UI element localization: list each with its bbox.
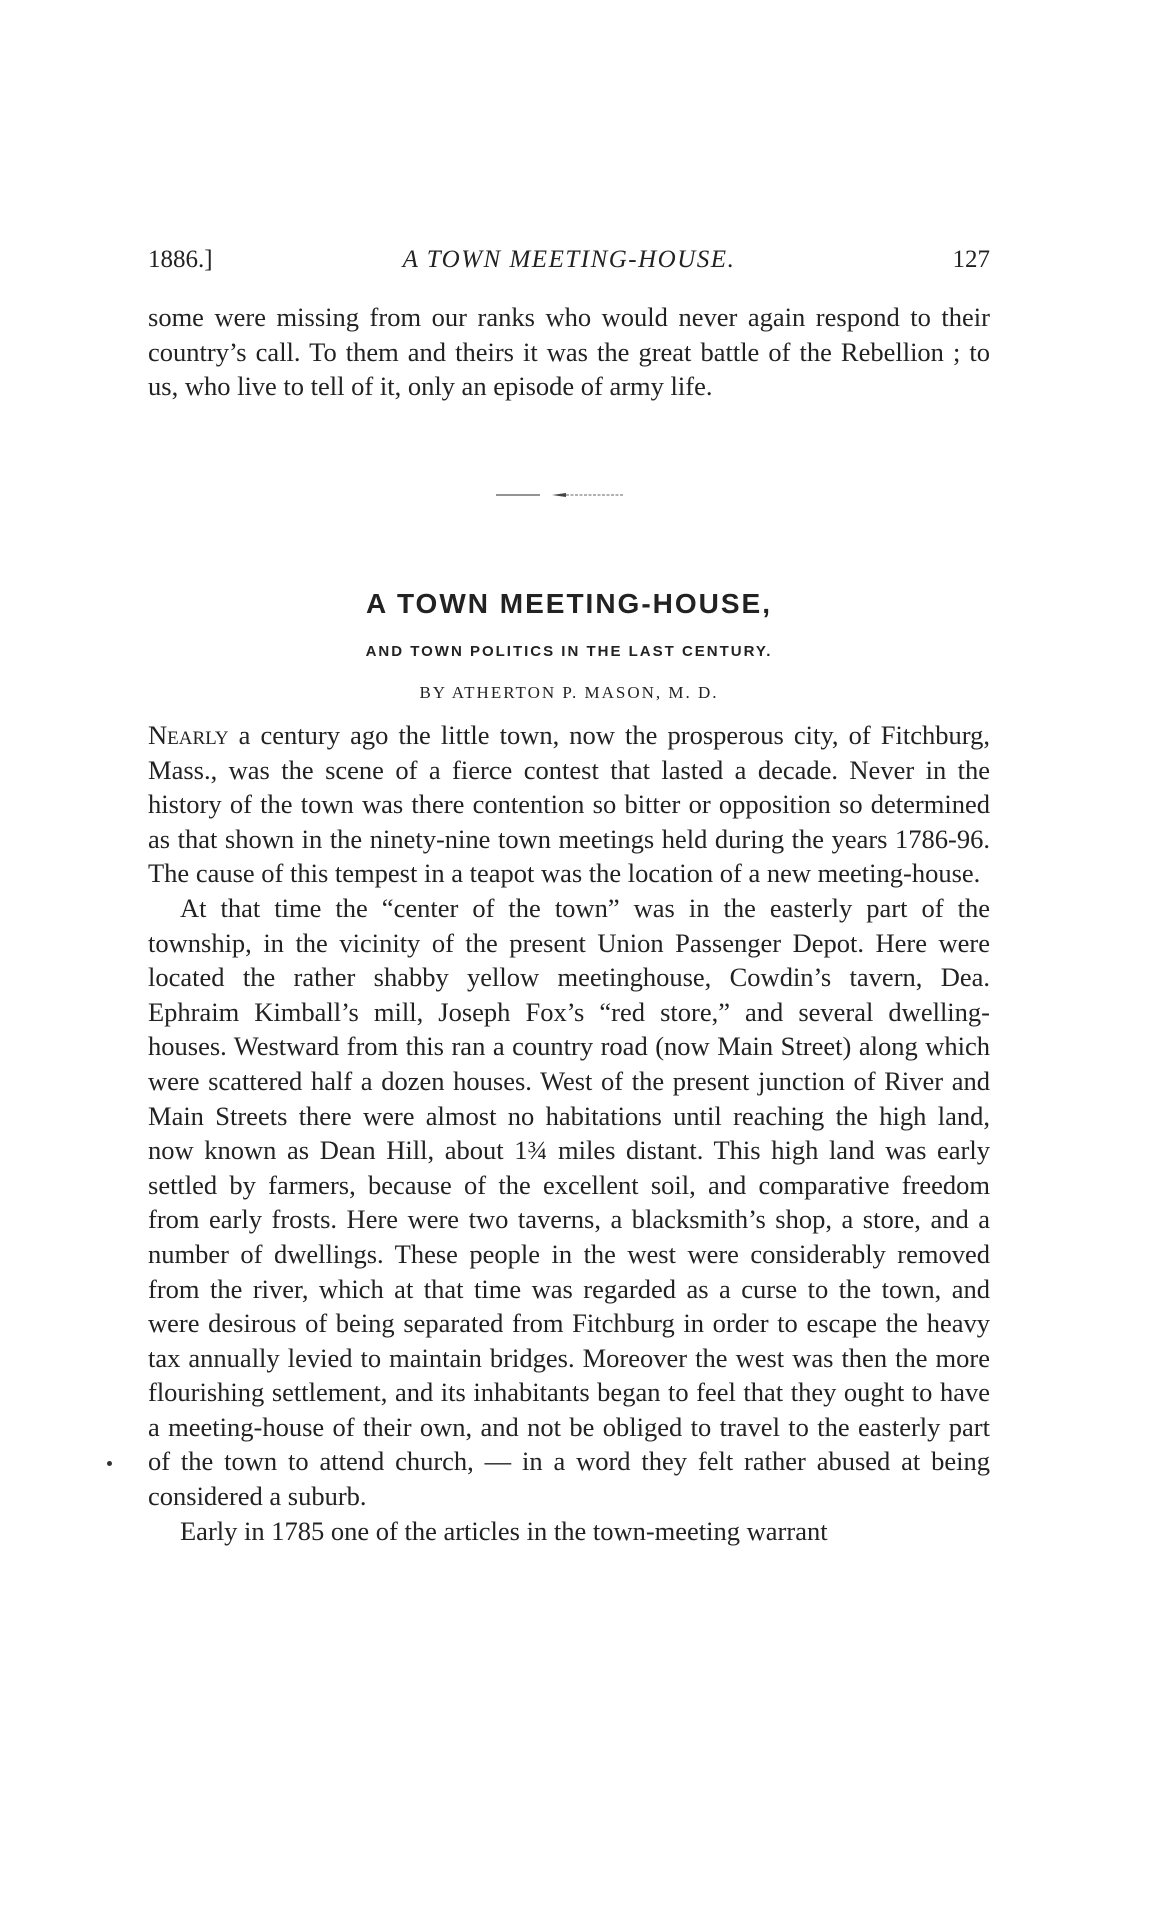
drop-word: Nearly — [148, 720, 229, 750]
article-byline: BY ATHERTON P. MASON, M. D. — [419, 683, 719, 702]
header-title: A TOWN MEETING-HOUSE. — [402, 246, 736, 273]
article-title: A TOWN MEETING-HOUSE, — [366, 588, 772, 619]
paragraph-1 — [148, 718, 990, 891]
header-year: 1886.] — [148, 246, 213, 273]
page-number: 127 — [952, 246, 990, 273]
article-subtitle: AND TOWN POLITICS IN THE LAST CENTURY. — [365, 643, 773, 660]
article-body — [148, 718, 990, 1548]
running-head — [148, 242, 990, 278]
section-divider — [496, 490, 656, 500]
continuation-paragraph: some were missing from our ranks who would never again respond to their country’s call. To them and theirs it was the great battle of the Rebellion ; to us, who live to tell of it, only an episode of army life. — [148, 302, 990, 402]
paragraph-3: Early in 1785 one of the articles in the town-meeting warrant — [180, 1515, 828, 1546]
paragraph-2: At that time the “center of the town” was in the easterly part of the township, in the vicinity of the present Union Passenger Depot. Here were located the rather shabby yellow meetinghouse, Cowdin’s tavern, Dea. Ephraim Kimball’s mill, Joseph Fox’s “red store,” and several dwelling-houses. Westward from this ran a country road (now Main Street) along which were scattered half a dozen houses. West of the present junction of River and Main Streets there were almost no habitations until reaching the high land, now known as Dean Hill, about 1¾ miles distant. This high land was early settled by farmers, because of the excellent soil, and comparative freedom from early frosts. Here were two taverns, a blacksmith’s shop, a store, and a number of dwellings. These people in the west were considerably removed from the river, which at that time was regarded as a curse to the town, and were desirous of being separated from Fitchburg in order to escape the heavy tax annually levied to maintain bridges. Moreover the west was then the more flourishing settlement, and its inhabitants began to feel that they ought to have a meeting-house of their own, and not be obliged to travel to the easterly part of the town to attend church, — in a word they felt rather abused at being considered a suburb. — [148, 892, 990, 1512]
margin-mark — [107, 1461, 112, 1466]
previous-article-ending — [148, 300, 990, 404]
paragraph-1-text: a century ago the little town, now the prosperous city, of Fitchburg, Mass., was the scene of a fierce contest that lasted a decade. Never in the history of the town was there contention so bitter or opposition so determined as that shown in the ninety-nine town meetings held during the years 1786-96. The cause of this tempest in a teapot was the location of a new meeting-house. — [148, 720, 990, 889]
